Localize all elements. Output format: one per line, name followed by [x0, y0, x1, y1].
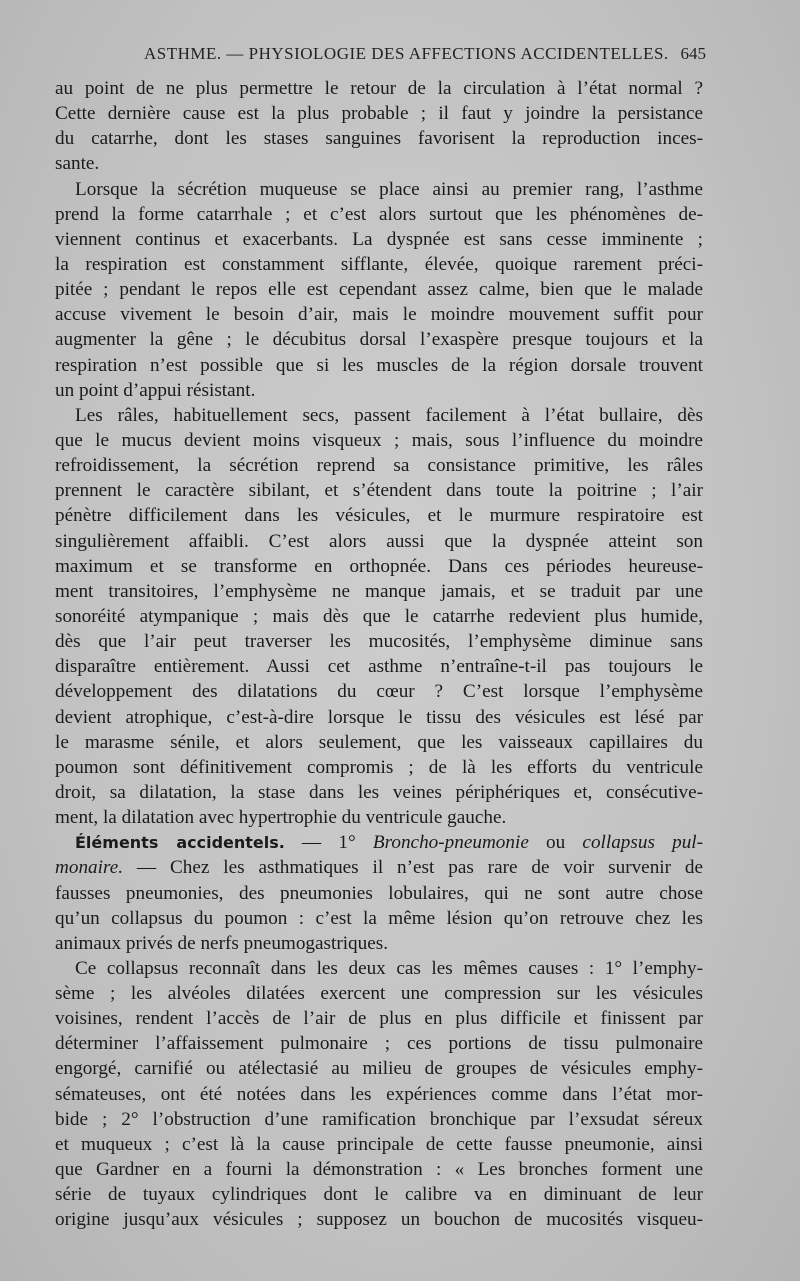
text-line: maximum et se transforme en orthopnée. Dans ces périodes heureuse- — [55, 555, 703, 577]
text-line: et muqueux ; c’est là la cause principale de cette fausse pneumonie, ainsi — [55, 1133, 703, 1155]
text-line: sème ; les alvéoles dilatées exercent une compression sur les vésicules — [55, 983, 703, 1005]
text-line: dès que l’air peut traverser les mucosités, l’emphysème diminue sans — [55, 631, 703, 653]
text-line: animaux privés de nerfs pneumogastriques. — [55, 932, 389, 954]
text-line: origine jusqu’aux vésicules ; supposez un bouchon de mucosités visqueu- — [55, 1209, 703, 1231]
text-line: devient atrophique, c’est-à-dire lorsque le tissu des vésicules est lésé par — [55, 706, 703, 728]
text-line: que le mucus devient moins visqueux ; mais, sous l’influence du moindre — [55, 429, 703, 451]
text-line: sonoréité atympanique ; mais dès que le catarrhe redevient plus humide, — [55, 605, 703, 627]
text-line: série de tuyaux cylindriques dont le calibre va en diminuant de leur — [55, 1184, 703, 1206]
text-run: — Chez les asthmatiques il n’est pas rare de voir survenir de — [123, 857, 703, 879]
running-head — [56, 44, 706, 70]
body-text — [55, 76, 703, 1232]
text-run: — 1° — [284, 832, 373, 854]
text-line: pénètre difficilement dans les vésicules, et le murmure respiratoire est — [55, 505, 703, 527]
text-line: bide ; 2° l’obstruction d’une ramification bronchique par l’exsudat séreux — [55, 1108, 703, 1130]
text-line: poumon sont définitivement compromis ; de là les efforts du ventricule — [55, 756, 703, 778]
italic-term: monaire. — [55, 857, 124, 879]
text-line: accuse vivement le besoin d’air, mais le moindre mouvement suffit pour — [55, 304, 703, 326]
text-line: engorgé, carnifié ou atélectasié au milieu de groupes de vésicules emphy- — [55, 1058, 703, 1080]
text-line: développement des dilatations du cœur ? C’est lorsque l’emphysème — [55, 681, 703, 703]
text-line: que Gardner en a fourni la démonstration : « Les bronches forment une — [55, 1159, 703, 1181]
text-line: déterminer l’affaissement pulmonaire ; ces portions de tissu pulmonaire — [55, 1033, 703, 1055]
text-run: ou — [528, 832, 583, 854]
text-line: ment transitoires, l’emphysème ne manque jamais, et se traduit par une — [55, 580, 703, 602]
text-line: Lorsque la sécrétion muqueuse se place ainsi au premier rang, l’asthme — [75, 178, 703, 200]
text-line: augmenter la gêne ; le décubitus dorsal l’exaspère presque toujours et la — [55, 329, 703, 351]
text-line: Les râles, habituellement secs, passent facilement à l’état bullaire, dès — [75, 404, 703, 426]
text-line: qu’un collapsus du poumon : c’est la même lésion qu’on retrouve chez les — [55, 907, 703, 929]
text-line: prennent le caractère sibilant, et s’étendent dans toute la poitrine ; l’air — [55, 480, 703, 502]
text-line: sémateuses, ont été notées dans les expériences comme dans l’état mor- — [55, 1083, 703, 1105]
text-line: prend la forme catarrhale ; et c’est alors surtout que les phénomènes de- — [55, 203, 703, 225]
text-line: droit, sa dilatation, la stase dans les veines périphériques et, consécutive- — [55, 781, 703, 803]
text-line: disparaître entièrement. Aussi cet asthme n’entraîne-t-il pas toujours le — [55, 656, 703, 678]
text-line: pitée ; pendant le repos elle est cependant assez calme, bien que le malade — [55, 279, 703, 301]
text-line: fausses pneumonies, des pneumonies lobulaires, qui ne sont autre chose — [55, 882, 703, 904]
italic-term: collapsus pul- — [582, 832, 704, 854]
text-line: la respiration est constamment sifflante, élevée, quoique rarement préci- — [55, 253, 703, 275]
text-line: ment, la dilatation avec hypertrophie du ventricule gauche. — [55, 807, 507, 829]
running-title: ASTHME. — PHYSIOLOGIE DES AFFECTIONS ACCIDENTELLES. — [144, 44, 669, 63]
text-line — [55, 855, 703, 880]
page-number: 645 — [680, 44, 706, 63]
text-line: viennent continus et exacerbants. La dyspnée est sans cesse imminente ; — [55, 228, 703, 250]
text-line: singulièrement affaibli. C’est alors aussi que la dyspnée atteint son — [55, 530, 703, 552]
text-line: un point d’appui résistant. — [55, 379, 256, 401]
text-line: Ce collapsus reconnaît dans les deux cas les mêmes causes : 1° l’emphy- — [75, 957, 703, 979]
text-line: voisines, rendent l’accès de l’air de plus en plus difficile et finissent par — [55, 1008, 703, 1030]
section-heading: Éléments accidentels. — [75, 833, 285, 853]
text-line: au point de ne plus permettre le retour de la circulation à l’état normal ? — [55, 78, 703, 99]
text-line: respiration n’est possible que si les muscles de la région dorsale trouvent — [55, 354, 703, 376]
text-line: le marasme sénile, et alors seulement, que les vaisseaux capillaires du — [55, 731, 703, 753]
text-line: refroidissement, la sécrétion reprend sa consistance primitive, les râles — [55, 455, 703, 477]
text-line: sante. — [55, 153, 100, 175]
text-line: du catarrhe, dont les stases sanguines favorisent la reproduction inces- — [55, 128, 703, 150]
section-heading-line — [55, 830, 703, 855]
text-line: Cette dernière cause est la plus probable ; il faut y joindre la persistance — [55, 103, 703, 125]
italic-term: Broncho-pneumonie — [372, 832, 529, 854]
